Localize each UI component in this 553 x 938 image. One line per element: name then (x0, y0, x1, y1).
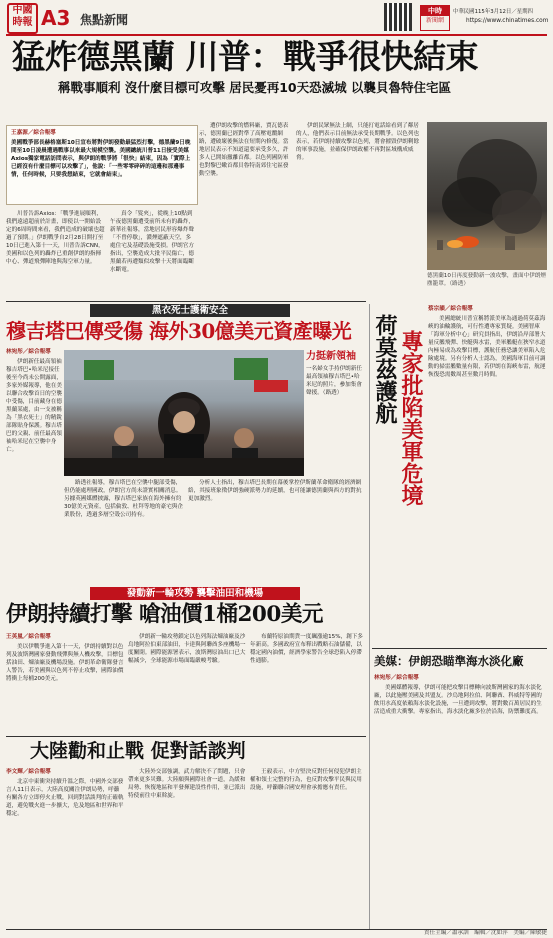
editor-credits: 責任主編／蕭承訓 編輯／沈如萍 美編／陳敏捷 (423, 930, 547, 936)
page-number: A3 (41, 6, 71, 30)
masthead (0, 0, 553, 34)
divider-upper (6, 301, 366, 302)
dalu-col-2-text: 大陸外交部強調，武力解決不了問題，只會帶來更多災難。大陸願與國際社會一道，為緩和局勢、恢復地區和平發揮建設性作用，並已派出特使前往中東斡旋。 (128, 769, 246, 799)
dalu-headline: 大陸勸和止戰 促對話談判 (30, 740, 246, 762)
main-col-1 (6, 210, 106, 298)
dalu-col-2 (128, 768, 246, 928)
main-lead-text: 美國戰爭部長赫格塞斯10日宣布將對伊朗發動最猛烈打擊，德黑蘭9日晚間至10日凌晨遭遇戰事以來最大規模空襲。美國總統川普11日接受美媒Axios獨家電話訪問表示，與伊朗的戰爭將「很快」結束，因為「實際上已經沒有什麼目標可以攻擊了」，他說：「一些零零碎碎的這邊和那邊事情，任何時候，只要我想結束，它就會結束」。 (11, 140, 191, 178)
date-line: 中華民國115年3月12日／星期四 (453, 9, 533, 15)
divider-lower (6, 736, 366, 737)
dalu-col-3 (250, 768, 366, 928)
oil-banner: 發動新一輪攻勢 襲擊油田和機場 (90, 587, 300, 600)
smoke-illustration (427, 122, 547, 270)
hormuz-byline: 蔡宗韻／綜合報導 (428, 306, 473, 312)
dalu-col-3-text: 王毅表示，中方堅決反對任何侵犯伊朗主權和領土完整的行為，也反對攻擊平民與民用設施，呼籲聯合國安理會承擔應有責任。 (250, 769, 362, 791)
mojtaba-rally-photo (64, 350, 304, 476)
mojtaba-col-left (6, 348, 62, 480)
logo-line-1: 中國 (12, 5, 33, 16)
main-photo-caption-text: 德黑蘭10日再度發動新一波攻擊，畫面中伊朗煙塵籠罩。（路透） (427, 273, 546, 287)
rally-illustration (64, 350, 304, 476)
mojtaba-banner: 黑衣死士護衛安全 (90, 304, 290, 317)
mojtaba-mid-text: 路透社報導，穆吉塔巴在空襲中腿部受傷，但仍能處理國政，伊朗官方尚未證實相關消息。另據英國媒體披露，穆吉塔巴家族在海外擁有約30億美元資產，包括倫敦、杜拜等地的豪宅與企業股份，透過多層空殼公司持有。 (64, 480, 183, 518)
masthead-rule (6, 34, 547, 36)
main-photo-tehran-smoke (427, 122, 547, 270)
main-subhead: 稱戰事順利 沒什麼目標可攻擊 居民憂再10天恐滅城 以襲貝魯特住宅區 (58, 80, 451, 95)
mojtaba-right-text: 分析人士指出，穆吉塔巴長期在幕後掌控伊斯蘭革命衛隊的經濟網絡，其接班象徵伊朗強硬派勢力的延續，也可能讓德黑蘭與西方的對抗更加激烈。 (188, 480, 362, 502)
main-lead-box (6, 125, 198, 205)
oil-headline: 伊朗持續打擊 嗆油價1桶200美元 (6, 602, 323, 627)
mojtaba-col-right (188, 479, 364, 584)
main-col-2-text: 真令「髮夾」，從晚上10點到午夜德黑蘭遭受前所未有的轟炸，新華社報導，當地居民形容爆炸聲「不曾停歇」，濃煙遮蔽天空，多處住宅及基礎設施受損。伊朗官方指出，空襲造成大批平民傷亡，德黑蘭若再遭類似攻擊十天將面臨斷水斷電。 (110, 211, 194, 273)
mojtaba-sidebar (306, 350, 364, 482)
mojtaba-byline: 林宛彤／綜合報導 (6, 349, 51, 355)
main-col-4 (296, 122, 423, 298)
mojtaba-left-text: 伊朗新任最高領袖穆吉塔巴•哈米尼接任後至今尚未公開露面，多家外媒報導，他在美以聯合攻擊首日的空襲中受傷，目前藏身在德黑蘭某處，由一支被稱為「黑衣死士」的精銳部隊貼身保護。穆吉塔巴的父親、前任最高領袖哈米尼在空襲中身亡。 (6, 359, 62, 453)
dalu-byline: 李文輝／綜合報導 (6, 769, 51, 775)
oil-col-1-text: 美以伊戰爭進入第十一天，伊朗持續對以色列及波斯灣國家發動飛彈與無人機攻擊，目標包括油田、煉油廠及機場設施。伊朗革命衛隊發言人警告，若美國與以色列不停止攻擊，國際油價將衝上每桶200美元。 (6, 644, 124, 682)
main-col-3-text: 遭伊朗攻擊的燃料廠，賈瓦德表示，德黑蘭已經對準了高壓電纜網路，遭破壞後無法在短期內修復。當地居民表示不知道還要承受多久，許多人已開始撤離首都。以色列國防軍也對黎巴嫩首都貝魯特南郊住宅區發動空襲。 (199, 123, 289, 177)
mojtaba-col-mid (64, 479, 184, 584)
oil-col-1 (6, 633, 124, 733)
main-byline: 王嘉源／綜合報導 (11, 130, 56, 136)
dalu-col-1 (6, 768, 124, 928)
water-body (374, 674, 547, 916)
hormuz-body (428, 305, 547, 645)
main-col-1-text: 川普告訴Axios：「戰爭進展順利，我們遠遠超前於計畫，即使以一開始設定的6周時間來看，我們造成的破壞也超過了預期。」伊朗戰爭自2月28日開打至10日已進入第十一天，川普告訴CNN，美國和以色列的轟炸已重創伊朗的指揮中心、彈道飛彈陣地與海空軍力量。 (6, 211, 105, 265)
mojtaba-sidebar-title: 力挺新領袖 (306, 351, 356, 362)
main-headline: 猛炸德黑蘭 川普：戰爭很快結束 (12, 37, 478, 76)
logo-line-2: 時報 (12, 17, 33, 28)
oil-col-3-text: 布蘭特原油期貨一度飆漲逾15%，創下多年新高。多國政府宣布釋出戰略石油儲備，以穩定國內油價，經濟學家警告全球恐陷入停滯性通膨。 (250, 634, 363, 664)
mojtaba-sidebar-text: 一名婦女手持伊朗新任最高領袖穆吉塔巴•哈米尼的照片，參加集會聲援。（路透） (306, 366, 362, 396)
hormuz-headline-2: 專家批陷美軍危境 (398, 330, 424, 506)
mojtaba-headline: 穆吉塔巴傳受傷 海外30億美元資產曝光 (6, 319, 352, 343)
main-col-2 (110, 210, 196, 298)
right-column-rule (369, 304, 370, 929)
water-text: 美國媒體報導，伊朗可能把攻擊目標轉向波斯灣國家的海水淡化廠，以此施壓美國及其盟友。沙烏地阿拉伯、阿聯酋、科威特等國的飲用水高度依賴海水淡化設施，一旦遭到攻擊，將對數百萬居民的生活造成重大衝擊。專家指出，海水淡化廠多位於沿海，防禦難度高。 (374, 685, 542, 715)
brand-badge (420, 5, 450, 31)
oil-byline: 王英嵐／綜合報導 (6, 634, 51, 640)
oil-col-2-text: 伊朗新一輪攻勢鎖定以色列海法煉油廠及沙烏地阿拉伯東部油田，卡達與阿聯酋多座機場一度關閉。國際能源署表示，波斯灣原油出口已大幅減少，全球能源市場面臨嚴峻考驗。 (128, 634, 246, 664)
hormuz-text: 美國總統川普宣稱將派美軍為通過荷莫茲海峽的油輪護航，可行性遭專家質疑。美國智庫「海軍分析中心」研究員指出，伊朗沿岸部署大量反艦飛彈、快艇與水雷，美軍艦艇在狹窄水道內極易成為攻擊目標，護航任務恐讓美軍陷入危險處境。另有分析人士認為，美國海軍目前可調動的掃雷艦數量有限，若伊朗在海峽布雷，航運恢復恐需數周甚至數月時間。 (428, 316, 546, 378)
website[interactable]: https://www.chinatimes.com (466, 18, 549, 24)
main-col-4-text: 伊朗民眾無法上網，只能打電話給看到了鄰居的人，他們表示目前無法承受長期戰爭。以色列也表示，若伊朗持續攻擊以色列，將會摧毀伊朗剩餘的軍事設施，並確保伊朗政權不再對區域構成威脅。 (296, 123, 420, 161)
newspaper-logo (7, 3, 38, 34)
dalu-col-1-text: 北京中東衝突持續升溫之際，中國外交部發言人11日表示，大陸高度關注伊朗局勢，呼籲有關各方立即停火止戰，回到對話談判的正確軌道，避免戰火進一步擴大，危及地區和世界和平穩定。 (6, 779, 124, 817)
oil-col-3 (250, 633, 366, 733)
brand-badge-top: 中時 (421, 6, 449, 16)
water-byline: 林宛彤／綜合報導 (374, 675, 419, 681)
water-headline: 美媒：伊朗恐瞄準海水淡化廠 (374, 654, 524, 668)
qr-code[interactable] (384, 3, 412, 31)
oil-col-2 (128, 633, 246, 733)
divider-right (372, 648, 547, 649)
section-name: 焦點新聞 (80, 13, 129, 27)
main-col-3 (199, 122, 292, 298)
main-photo-caption (427, 272, 547, 294)
brand-badge-bottom: 新聞網 (425, 17, 444, 24)
hormuz-headline-1: 荷莫茲護航 (372, 314, 398, 424)
